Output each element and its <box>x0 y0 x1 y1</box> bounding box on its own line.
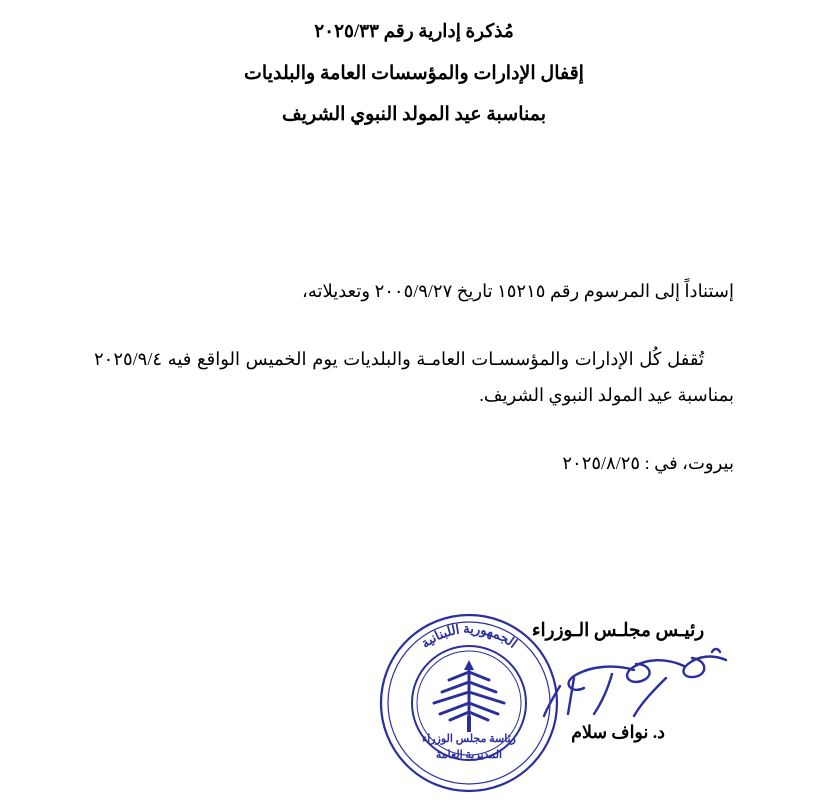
seal-inner-line-1: رئاسة مجلس الوزراء <box>422 733 516 745</box>
seal-inner-line-2: المديرية العامة <box>435 749 503 761</box>
body-paragraph-place-date: بيروت، في : ٢٠٢٥/٨/٢٥ <box>562 453 734 473</box>
memo-number-line: مُذكرة إدارية رقم ٢٠٢٥/٣٣ <box>314 22 514 42</box>
body-paragraph-decision: تُقفل كُل الإدارات والمؤسسـات العامـة والبلديات يوم الخميس الواقع فيه ٢٠٢٥/٩/٤ بمناسبة عيد المولد النبوي الشريف. <box>94 349 734 405</box>
official-seal <box>374 608 564 798</box>
signature-area <box>0 600 828 806</box>
body-paragraph-reference: إستناداً إلى المرسوم رقم ١٥٢١٥ تاريخ ٢٠٠٥/٩/٢٧ وتعديلاته، <box>302 281 734 301</box>
seal-outer-text: الجمهورية اللبنانية <box>418 620 521 651</box>
cedar-tree-icon <box>434 660 504 732</box>
memo-subject-line-2: بمناسبة عيد المولد النبوي الشريف <box>282 104 546 125</box>
signatory-name: د. نواف سلام <box>571 722 665 742</box>
signatory-title: رئيـس مجلـس الـوزراء <box>531 621 705 641</box>
memo-subject-line-1: إقفال الإدارات والمؤسسات العامة والبلديات <box>244 63 584 84</box>
document-header <box>0 0 828 135</box>
document-body <box>94 135 734 481</box>
